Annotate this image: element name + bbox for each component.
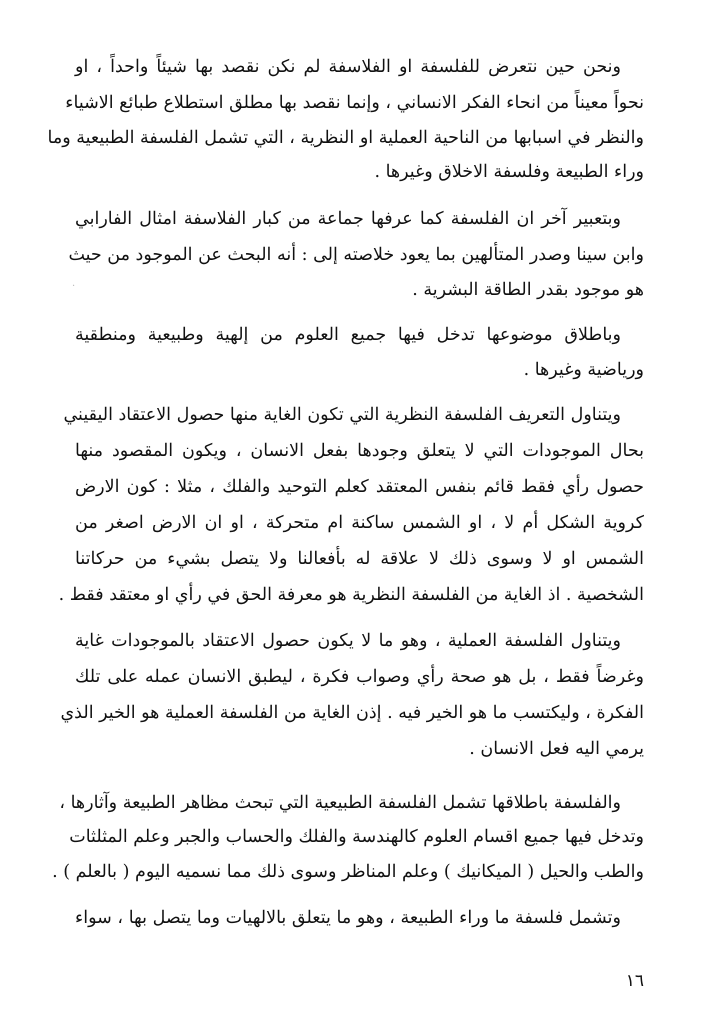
paragraph-1-line-4: وراء الطبيعة وفلسفة الاخلاق وغيرها . — [374, 162, 644, 182]
page-number: ١٦ — [625, 971, 644, 991]
paragraph-2-line-3: هو موجود بقدر الطاقة البشرية . — [412, 280, 644, 300]
paragraph-6-line-1: والفلسفة باطلاقها تشمل الفلسفة الطبيعية التي تبحث مظاهر الطبيعة وآثارها ، — [59, 793, 621, 813]
paragraph-4-line-4: كروية الشكل أم لا ، او الشمس ساكنة ام متحركة ، او ان الارض اصغر من — [75, 513, 644, 533]
paragraph-6-line-3: والطب والحيل ( الميكانيك ) وعلم المناظر وسوى ذلك مما نسميه اليوم ( بالعلم ) . — [52, 862, 644, 882]
paragraph-5-line-4: يرمي اليه فعل الانسان . — [469, 739, 644, 759]
paragraph-4-line-2: بحال الموجودات التي لا يتعلق وجودها بفعل الانسان ، ويكون المقصود منها — [75, 441, 645, 461]
scan-speck: · — [72, 281, 76, 292]
paragraph-7-line-1: وتشمل فلسفة ما وراء الطبيعة ، وهو ما يتعلق بالالهيات وما يتصل بها ، سواء — [75, 908, 621, 928]
paragraph-5-line-2: وغرضاً فقط ، بل هو صحة رأي وصواب فكرة ، ليطبق الانسان عمله على تلك — [75, 667, 644, 687]
paragraph-1-line-3: والنظر في اسبابها من الناحية العملية او النظرية ، التي تشمل الفلسفة الطبيعية وما — [47, 128, 644, 148]
paragraph-5-line-1: ويتناول الفلسفة العملية ، وهو ما لا يكون حصول الاعتقاد بالموجودات غاية — [75, 631, 621, 651]
paragraph-1-line-2: نحواً معيناً من انحاء الفكر الانساني ، وإنما نقصد بها مطلق استطلاع طبائع الاشياء — [65, 93, 644, 113]
paragraph-6-line-2: وتدخل فيها جميع اقسام العلوم كالهندسة والفلك والحساب والجبر وعلم المثلثات — [69, 827, 644, 847]
paragraph-5-line-3: الفكرة ، وليكتسب ما هو الخير فيه . إذن الغاية من الفلسفة العملية هو الخير الذي — [60, 703, 644, 723]
paragraph-4-line-6: الشخصية . اذ الغاية من الفلسفة النظرية هو معرفة الحق في رأي او معتقد فقط . — [58, 585, 644, 605]
paragraph-3-line-1: وباطلاق موضوعها تدخل فيها جميع العلوم من إلهية وطبيعية ومنطقية — [75, 325, 621, 345]
paragraph-2-line-2: وابن سينا وصدر المتألهين بما يعود خلاصته إلى : أنه البحث عن الموجود من حيث — [68, 245, 644, 265]
paragraph-4-line-5: الشمس او لا وسوى ذلك لا علاقة له بأفعالنا ولا يتصل بشيء من حركاتنا — [75, 549, 644, 569]
paragraph-2-line-1: وبتعبير آخر ان الفلسفة كما عرفها جماعة من كبار الفلاسفة امثال الفارابي — [75, 209, 621, 229]
paragraph-3-line-2: ورياضية وغيرها . — [523, 360, 644, 380]
paragraph-4-line-3: حصول رأي فقط قائم بنفس المعتقد كعلم التوحيد والفلك ، مثلا : كون الارض — [75, 477, 644, 497]
paragraph-1-line-1: ونحن حين نتعرض للفلسفة او الفلاسفة لم نكن نقصد بها شيئاً واحداً ، او — [75, 57, 621, 77]
paragraph-4-line-1: ويتناول التعريف الفلسفة النظرية التي تكون الغاية منها حصول الاعتقاد اليقيني — [63, 405, 621, 425]
